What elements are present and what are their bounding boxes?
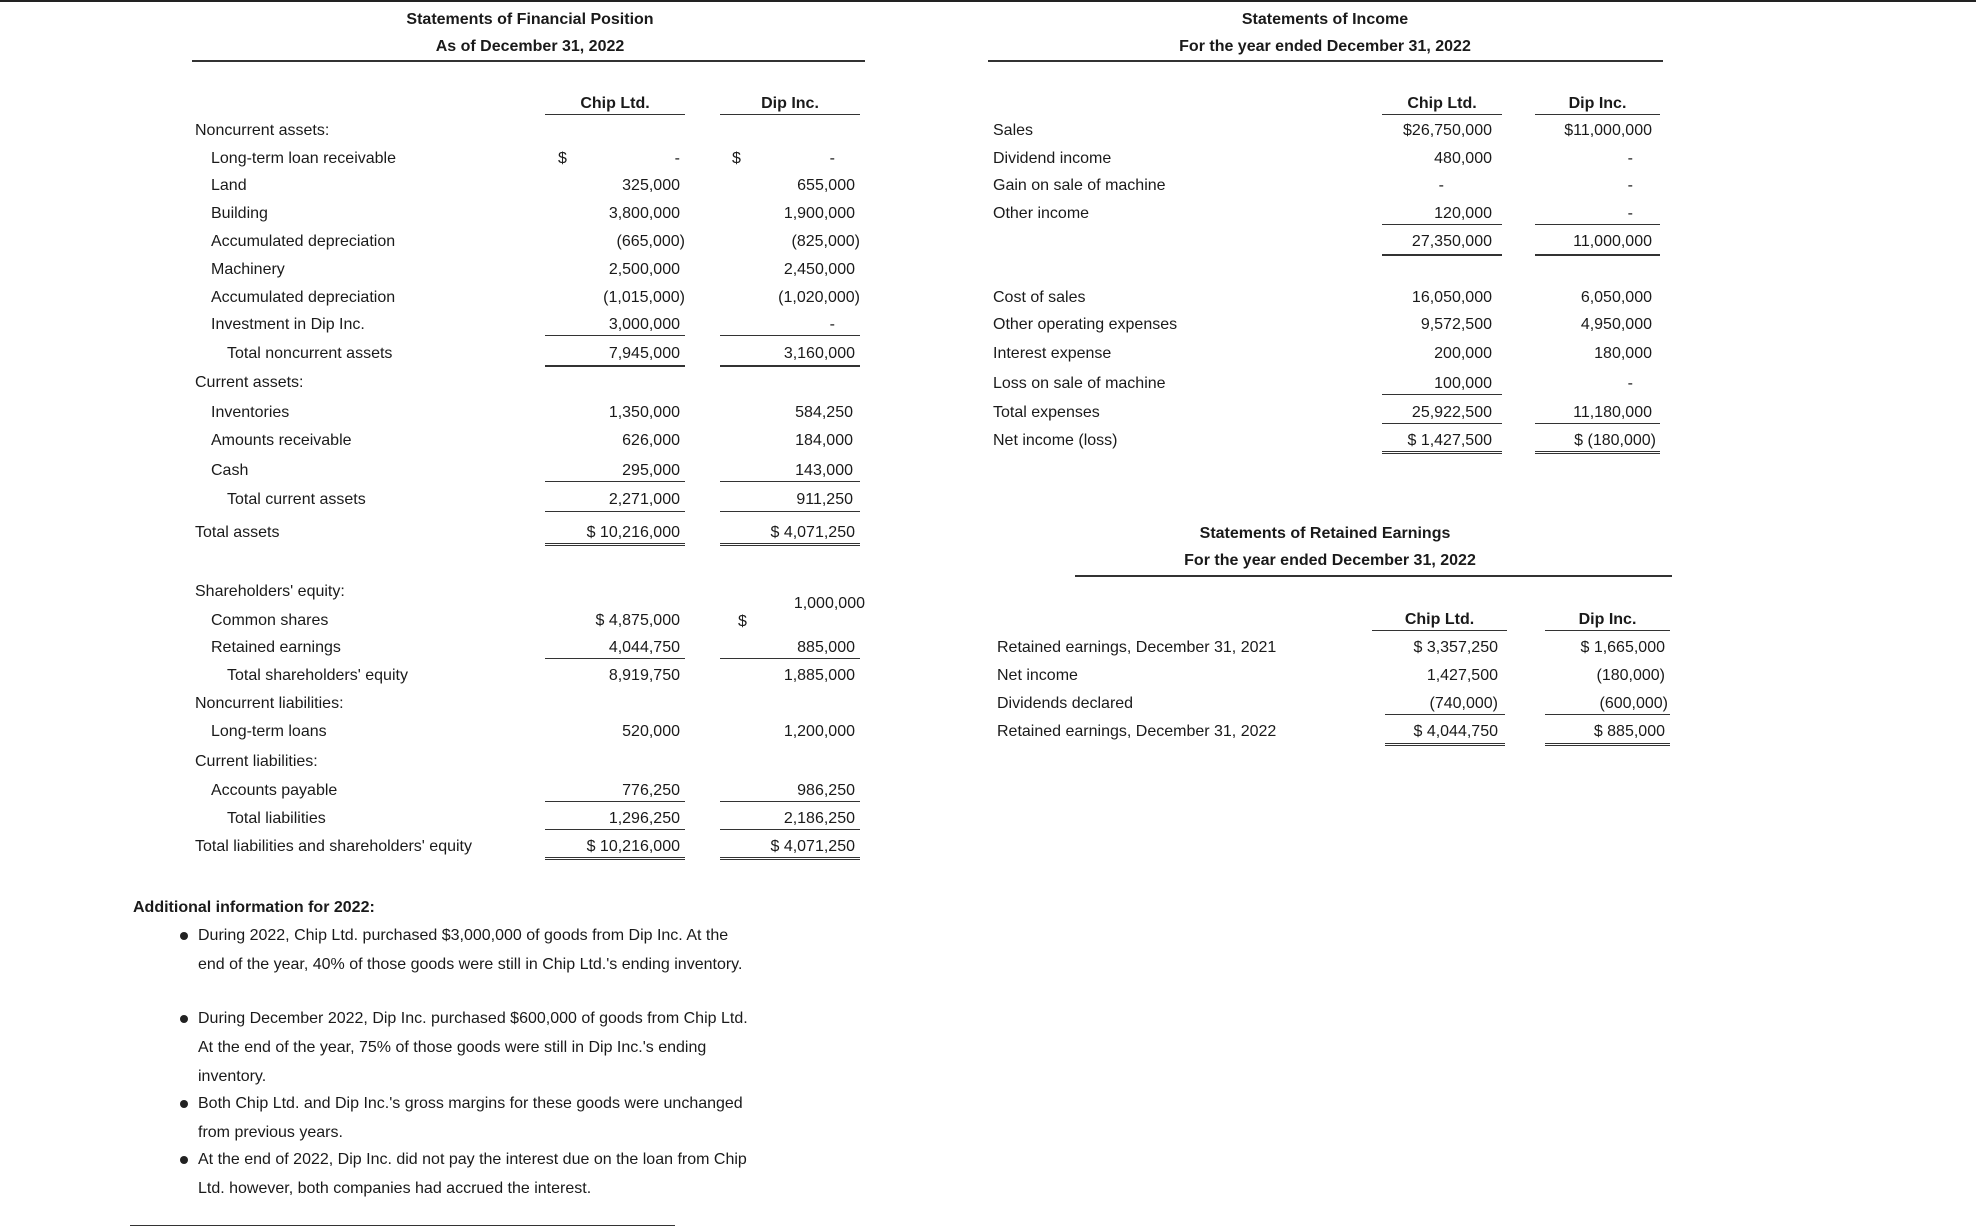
fp-chip-value: (1,015,000)	[603, 289, 685, 306]
subtotal-rule	[545, 481, 685, 482]
fp-cl-header: Current liabilities:	[195, 753, 318, 770]
fp-dip-value: 2,186,250	[783, 810, 855, 827]
fp-total-label: Total current assets	[227, 491, 366, 508]
fp-dip-value: -	[829, 316, 835, 333]
inc-col-dip: Dip Inc.	[1535, 94, 1660, 115]
inc-chip-value: $26,750,000	[1403, 122, 1492, 139]
fp-row-label: Long-term loan receivable	[211, 150, 396, 167]
double-rule	[720, 856, 860, 860]
inc-row-label: Other income	[993, 205, 1090, 222]
fp-chip-value: -	[674, 150, 680, 167]
inc-title: Statements of Income	[1241, 11, 1409, 28]
inc-dip-value: 4,950,000	[1580, 316, 1652, 333]
dollar-sign: $	[732, 150, 741, 167]
inc-chip-value: 480,000	[1434, 150, 1492, 167]
subtotal-rule	[545, 511, 685, 512]
subtotal-rule	[1545, 714, 1670, 715]
inc-row-label: Dividend income	[993, 150, 1112, 167]
bullet-item	[180, 1089, 743, 1147]
inc-row-label: Cost of sales	[993, 289, 1086, 306]
fp-dip-value: 3,160,000	[783, 345, 855, 362]
re-row-label: Retained earnings, December 31, 2021	[997, 639, 1277, 656]
subtotal-rule	[1535, 224, 1660, 225]
inc-row-label: Loss on sale of machine	[993, 375, 1166, 392]
fp-total-le-label: Total liabilities and shareholders' equity	[195, 838, 472, 855]
inc-col-chip: Chip Ltd.	[1382, 94, 1502, 115]
bullet-icon	[180, 1100, 188, 1108]
bullet-line: During 2022, Chip Ltd. purchased $3,000,000 of goods from Dip Inc. At the	[198, 927, 729, 944]
fp-row-label: Accumulated depreciation	[211, 233, 396, 250]
bullet-icon	[180, 1015, 188, 1023]
fp-chip-value: 626,000	[622, 432, 680, 449]
fp-chip-value: 3,000,000	[608, 316, 680, 333]
fp-chip-value: 3,800,000	[608, 205, 680, 222]
re-chip-value: (740,000)	[1429, 695, 1498, 712]
re-subtitle: For the year ended December 31, 2022	[1184, 552, 1476, 569]
bullet-line: end of the year, 40% of those goods were still in Chip Ltd.'s ending inventory.	[198, 956, 743, 973]
fp-chip-value: 4,044,750	[608, 639, 680, 656]
double-rule	[720, 542, 860, 546]
inc-dip-value: -	[1627, 177, 1633, 194]
fp-chip-value: 520,000	[622, 723, 680, 740]
total-rule	[720, 365, 860, 367]
fp-chip-value: $ 10,216,000	[586, 838, 680, 855]
fp-chip-value: 7,945,000	[608, 345, 680, 362]
total-rule	[1382, 254, 1502, 256]
inc-row-label: Sales	[993, 122, 1034, 139]
fp-chip-value: 8,919,750	[608, 667, 680, 684]
inc-subtitle: For the year ended December 31, 2022	[1179, 38, 1471, 55]
double-rule	[545, 542, 685, 546]
fp-ncl-header: Noncurrent liabilities:	[195, 695, 344, 712]
bottom-rule	[130, 1225, 675, 1226]
inc-title-rule	[988, 60, 1663, 62]
inc-chip-total: 27,350,000	[1411, 233, 1492, 250]
fp-col-chip: Chip Ltd.	[545, 94, 685, 115]
fp-subtitle: As of December 31, 2022	[435, 38, 625, 55]
total-rule	[545, 365, 685, 367]
fp-row-label: Accounts payable	[211, 782, 338, 799]
fp-chip-value: 2,500,000	[608, 261, 680, 278]
fp-dip-value: 911,250	[796, 491, 853, 508]
double-rule	[1382, 450, 1502, 454]
fp-dip-value: $ 4,071,250	[770, 524, 855, 541]
re-row-label: Dividends declared	[997, 695, 1134, 712]
fp-total-assets-label: Total assets	[195, 524, 280, 541]
bullet-item	[180, 1145, 747, 1203]
total-rule	[1535, 254, 1660, 256]
double-rule	[1535, 450, 1660, 454]
fp-equity-header: Shareholders' equity:	[195, 583, 345, 600]
fp-dip-value: 584,250	[795, 404, 853, 421]
re-dip-value: $ 885,000	[1593, 723, 1665, 740]
inc-chip-value: 200,000	[1434, 345, 1492, 362]
inc-row-label: Other operating expenses	[993, 316, 1178, 333]
bullet-icon	[180, 932, 188, 940]
subtotal-rule	[1382, 423, 1502, 424]
subtotal-rule	[720, 511, 860, 512]
fp-dip-value: 655,000	[797, 177, 855, 194]
fp-dip-value: 1,885,000	[783, 667, 855, 684]
bullet-line: inventory.	[198, 1068, 267, 1085]
subtotal-rule	[545, 801, 685, 802]
inc-chip-value: 100,000	[1434, 375, 1492, 392]
fp-dip-value: 184,000	[795, 432, 853, 449]
subtotal-rule	[720, 658, 860, 659]
bullet-line: Ltd. however, both companies had accrued the interest.	[198, 1180, 592, 1197]
fp-total-label: Total noncurrent assets	[227, 345, 393, 362]
inc-dip-value: -	[1627, 150, 1633, 167]
fp-dip-value: 885,000	[797, 639, 855, 656]
bullet-line: Both Chip Ltd. and Dip Inc.'s gross margins for these goods were unchanged	[198, 1095, 743, 1112]
bullet-item	[180, 921, 742, 979]
subtotal-rule	[545, 658, 685, 659]
subtotal-rule	[720, 481, 860, 482]
inc-dip-value: -	[1627, 375, 1633, 392]
fp-row-label: Building	[211, 205, 268, 222]
fp-dip-value: 986,250	[797, 782, 855, 799]
fp-chip-value: 1,296,250	[608, 810, 680, 827]
inc-dip-value: $ (180,000)	[1574, 432, 1656, 449]
inc-dip-value: 180,000	[1594, 345, 1652, 362]
fp-row-label: Amounts receivable	[211, 432, 352, 449]
inc-dip-value: -	[1627, 205, 1633, 222]
bullet-icon	[180, 1156, 188, 1164]
bullet-line: During December 2022, Dip Inc. purchased $600,000 of goods from Chip Ltd.	[198, 1010, 748, 1027]
subtotal-rule	[1535, 423, 1660, 424]
double-rule	[545, 856, 685, 860]
re-chip-value: $ 4,044,750	[1413, 723, 1498, 740]
subtotal-rule	[1385, 714, 1505, 715]
fp-chip-value: 1,350,000	[608, 404, 680, 421]
fp-row-label: Retained earnings	[211, 639, 341, 656]
fp-row-label: Common shares	[211, 612, 329, 629]
fp-title: Statements of Financial Position	[406, 11, 654, 28]
subtotal-rule	[545, 335, 685, 336]
re-dip-value: (600,000)	[1599, 695, 1668, 712]
re-chip-value: 1,427,500	[1426, 667, 1498, 684]
additional-heading: Additional information for 2022:	[133, 899, 375, 916]
subtotal-rule	[1382, 224, 1502, 225]
inc-chip-value: 25,922,500	[1411, 404, 1492, 421]
fp-dip-value: 2,450,000	[783, 261, 855, 278]
fp-chip-value: 295,000	[622, 462, 680, 479]
dollar-sign: $	[738, 613, 747, 630]
re-chip-value: $ 3,357,250	[1413, 639, 1498, 656]
fp-chip-value: $ 4,875,000	[595, 612, 680, 629]
subtotal-rule	[1382, 394, 1502, 395]
fp-row-label: Long-term loans	[211, 723, 327, 740]
re-title-rule	[1075, 575, 1672, 577]
bullet-line: from previous years.	[198, 1124, 343, 1141]
inc-row-label: Interest expense	[993, 345, 1112, 362]
fp-dip-value: $ 4,071,250	[770, 838, 855, 855]
fp-dip-value: 143,000	[795, 462, 853, 479]
fp-dip-value: 1,900,000	[783, 205, 855, 222]
inc-dip-value: 11,180,000	[1573, 404, 1652, 421]
re-title: Statements of Retained Earnings	[1199, 525, 1451, 542]
fp-col-dip: Dip Inc.	[720, 94, 860, 115]
inc-dip-total: 11,000,000	[1573, 233, 1652, 250]
inc-dip-value: $11,000,000	[1564, 122, 1652, 139]
fp-row-label: Cash	[211, 462, 249, 479]
re-row-label: Retained earnings, December 31, 2022	[997, 723, 1277, 740]
bullet-item	[180, 1004, 748, 1091]
subtotal-rule	[545, 829, 685, 830]
re-dip-value: $ 1,665,000	[1580, 639, 1665, 656]
fp-dip-value: 1,000,000	[793, 595, 865, 612]
fp-dip-value: (825,000)	[791, 233, 860, 250]
fp-row-label: Land	[211, 177, 247, 194]
fp-chip-value: 776,250	[622, 782, 680, 799]
re-col-chip: Chip Ltd.	[1372, 610, 1507, 631]
fp-total-label: Total shareholders' equity	[227, 667, 408, 684]
top-border	[0, 0, 1976, 2]
subtotal-rule	[720, 335, 860, 336]
re-row-label: Net income	[997, 667, 1078, 684]
inc-row-label: Gain on sale of machine	[993, 177, 1166, 194]
inc-chip-value: -	[1438, 177, 1444, 194]
fp-noncurrent-header: Noncurrent assets:	[195, 122, 330, 139]
fp-row-label: Machinery	[211, 261, 285, 278]
fp-chip-value: 2,271,000	[608, 491, 680, 508]
inc-chip-value: 120,000	[1434, 205, 1492, 222]
re-col-dip: Dip Inc.	[1545, 610, 1670, 631]
re-dip-value: (180,000)	[1596, 667, 1665, 684]
fp-row-label: Inventories	[211, 404, 290, 421]
bullet-line: At the end of the year, 75% of those goods were still in Dip Inc.'s ending	[198, 1039, 707, 1056]
inc-dip-value: 6,050,000	[1580, 289, 1652, 306]
fp-title-rule	[192, 60, 865, 62]
inc-row-label: Net income (loss)	[993, 432, 1118, 449]
fp-chip-value: (665,000)	[616, 233, 685, 250]
inc-chip-value: 9,572,500	[1420, 316, 1492, 333]
double-rule	[1545, 742, 1670, 746]
inc-chip-value: $ 1,427,500	[1407, 432, 1492, 449]
fp-chip-value: $ 10,216,000	[586, 524, 680, 541]
inc-chip-value: 16,050,000	[1411, 289, 1492, 306]
bullet-line: At the end of 2022, Dip Inc. did not pay the interest due on the loan from Chip	[198, 1151, 747, 1168]
fp-row-label: Investment in Dip Inc.	[211, 316, 365, 333]
fp-dip-value: 1,200,000	[783, 723, 855, 740]
fp-total-label: Total liabilities	[227, 810, 326, 827]
fp-row-label: Accumulated depreciation	[211, 289, 396, 306]
fp-current-header: Current assets:	[195, 374, 304, 391]
fp-dip-value: -	[829, 150, 835, 167]
fp-chip-value: 325,000	[622, 177, 680, 194]
inc-row-label: Total expenses	[993, 404, 1100, 421]
subtotal-rule	[720, 801, 860, 802]
dollar-sign: $	[558, 150, 567, 167]
subtotal-rule	[720, 829, 860, 830]
fp-dip-value: (1,020,000)	[778, 289, 860, 306]
double-rule	[1385, 742, 1505, 746]
